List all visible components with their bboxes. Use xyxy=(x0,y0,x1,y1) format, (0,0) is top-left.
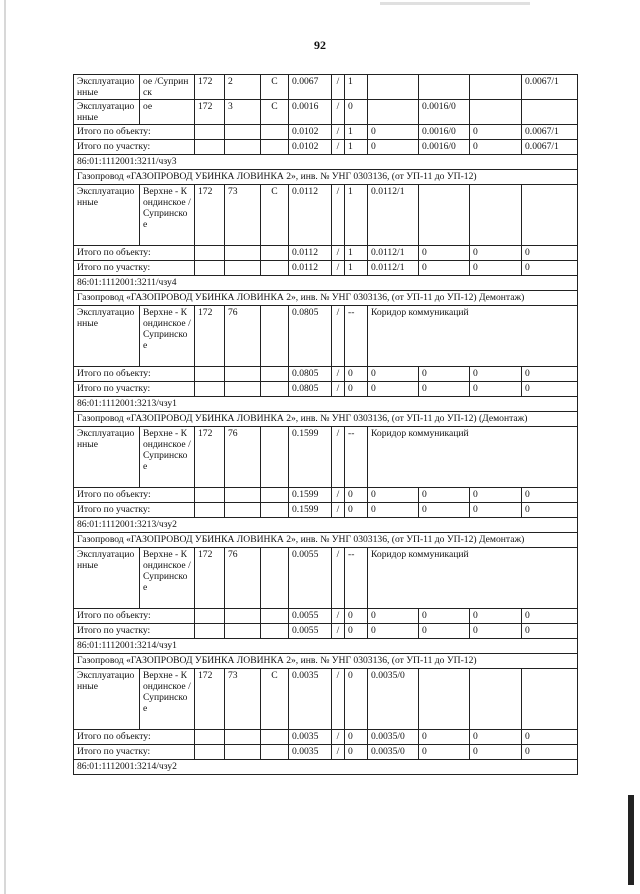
separator-cell: / xyxy=(332,488,345,503)
value-cell-4: 0 xyxy=(522,730,578,745)
area-cell: 0.0035 xyxy=(289,730,332,745)
separator-cell: / xyxy=(332,427,345,488)
value-cell-1 xyxy=(368,100,419,125)
total-row xyxy=(74,745,578,760)
parcel-number-row-cell: 86:01:1112001:3213/чзу2 xyxy=(74,518,578,533)
empty-cell xyxy=(225,246,261,261)
count-cell: -- xyxy=(345,427,368,488)
value-cell-2: 0 xyxy=(419,745,470,760)
empty-cell xyxy=(261,261,289,276)
separator-cell: / xyxy=(332,100,345,125)
total-row xyxy=(74,503,578,518)
page-number: 92 xyxy=(314,38,326,52)
separator-cell: / xyxy=(332,306,345,367)
area-cell: 0.0016 xyxy=(289,100,332,125)
value-cell-4: 0 xyxy=(522,624,578,639)
forestry-cell: Верхне - Кондинское /Супринское xyxy=(140,427,195,488)
empty-cell xyxy=(225,261,261,276)
count-cell: 1 xyxy=(345,125,368,140)
quarter-cell: 172 xyxy=(195,306,225,367)
area-cell: 0.1599 xyxy=(289,488,332,503)
area-cell: 0.0805 xyxy=(289,382,332,397)
value-cell-3 xyxy=(470,75,522,100)
area-cell: 0.0035 xyxy=(289,745,332,760)
land-category-cell: Эксплуатационные xyxy=(74,185,140,246)
separator-cell: / xyxy=(332,261,345,276)
separator-cell: / xyxy=(332,669,345,730)
pipeline-title-row xyxy=(74,170,578,185)
area-cell: 0.1599 xyxy=(289,427,332,488)
empty-cell xyxy=(195,140,225,155)
pipeline-title-row xyxy=(74,412,578,427)
total-label-cell: Итого по объекту: xyxy=(74,488,195,503)
count-cell: 0 xyxy=(345,367,368,382)
value-cell-2: 0 xyxy=(419,367,470,382)
plot-number-cell: 76 xyxy=(225,548,261,609)
value-cell-1: 0 xyxy=(368,125,419,140)
data-row xyxy=(74,669,578,730)
value-cell-1: 0 xyxy=(368,503,419,518)
value-cell-1 xyxy=(368,75,419,100)
empty-cell xyxy=(225,503,261,518)
count-cell: 0 xyxy=(345,609,368,624)
area-cell: 0.0055 xyxy=(289,624,332,639)
empty-cell xyxy=(261,745,289,760)
empty-cell xyxy=(225,745,261,760)
parcel-number-row-cell: 86:01:1112001:3214/чзу1 xyxy=(74,639,578,654)
value-cell-4: 0 xyxy=(522,367,578,382)
value-cell-1: 0 xyxy=(368,382,419,397)
total-label-cell: Итого по объекту: xyxy=(74,609,195,624)
empty-cell xyxy=(195,261,225,276)
empty-cell xyxy=(261,730,289,745)
separator-cell: / xyxy=(332,125,345,140)
pipeline-title-row-cell: Газопровод «ГАЗОПРОВОД УБИНКА ЛОВИНКА 2», инв. № УНГ 0303136, (от УП-11 до УП-12) (Демонтаж) xyxy=(74,412,578,427)
total-row xyxy=(74,367,578,382)
category-code-cell xyxy=(261,427,289,488)
scan-edge-line xyxy=(4,0,6,894)
value-cell-3 xyxy=(470,100,522,125)
land-category-cell: Эксплуатационные xyxy=(74,669,140,730)
value-cell-4: 0.0067/1 xyxy=(522,75,578,100)
empty-cell xyxy=(261,125,289,140)
value-cell-2 xyxy=(419,669,470,730)
pipeline-title-row-cell: Газопровод «ГАЗОПРОВОД УБИНКА ЛОВИНКА 2», инв. № УНГ 0303136, (от УП-11 до УП-12) Демонтаж) xyxy=(74,291,578,306)
count-cell: 1 xyxy=(345,261,368,276)
scan-edge-mark xyxy=(628,795,634,885)
count-cell: 1 xyxy=(345,246,368,261)
plot-number-cell: 73 xyxy=(225,669,261,730)
empty-cell xyxy=(261,367,289,382)
value-cell-3: 0 xyxy=(470,382,522,397)
plot-number-cell: 2 xyxy=(225,75,261,100)
area-cell: 0.1599 xyxy=(289,503,332,518)
plot-number-cell: 3 xyxy=(225,100,261,125)
pipeline-title-row xyxy=(74,291,578,306)
value-cell-2: 0 xyxy=(419,730,470,745)
separator-cell: / xyxy=(332,75,345,100)
empty-cell xyxy=(225,488,261,503)
forestry-cell: Верхне - Кондинское /Супринское xyxy=(140,185,195,246)
parcel-number-row-cell: 86:01:1112001:3211/чзу4 xyxy=(74,276,578,291)
quarter-cell: 172 xyxy=(195,185,225,246)
forestry-cell: ое /Супринск xyxy=(140,75,195,100)
separator-cell: / xyxy=(332,548,345,609)
quarter-cell: 172 xyxy=(195,548,225,609)
empty-cell xyxy=(195,488,225,503)
area-cell: 0.0102 xyxy=(289,125,332,140)
total-row xyxy=(74,382,578,397)
area-cell: 0.0067 xyxy=(289,75,332,100)
separator-cell: / xyxy=(332,140,345,155)
empty-cell xyxy=(195,745,225,760)
value-cell-4: 0 xyxy=(522,261,578,276)
pipeline-title-row xyxy=(74,533,578,548)
value-cell-1: 0 xyxy=(368,367,419,382)
empty-cell xyxy=(195,246,225,261)
empty-cell xyxy=(225,125,261,140)
empty-cell xyxy=(195,503,225,518)
value-cell-2: 0 xyxy=(419,624,470,639)
scan-smudge xyxy=(380,2,530,5)
total-row xyxy=(74,261,578,276)
value-cell-1: 0.0035/0 xyxy=(368,669,419,730)
category-code-cell xyxy=(261,306,289,367)
value-cell-1: 0 xyxy=(368,609,419,624)
value-cell-2 xyxy=(419,185,470,246)
quarter-cell: 172 xyxy=(195,100,225,125)
value-cell-2: 0 xyxy=(419,609,470,624)
value-cell-4: 0.0067/1 xyxy=(522,125,578,140)
land-category-cell: Эксплуатационные xyxy=(74,75,140,100)
value-cell-2: 0 xyxy=(419,382,470,397)
parcel-number-row-cell: 86:01:1112001:3213/чзу1 xyxy=(74,397,578,412)
separator-cell: / xyxy=(332,624,345,639)
value-cell-1: 0 xyxy=(368,488,419,503)
parcel-number-row xyxy=(74,639,578,654)
data-row xyxy=(74,75,578,100)
value-cell-3: 0 xyxy=(470,488,522,503)
separator-cell: / xyxy=(332,745,345,760)
parcel-number-row xyxy=(74,155,578,170)
total-label-cell: Итого по объекту: xyxy=(74,367,195,382)
empty-cell xyxy=(261,503,289,518)
value-cell-2: 0 xyxy=(419,503,470,518)
value-cell-2: 0.0016/0 xyxy=(419,100,470,125)
value-cell-3: 0 xyxy=(470,730,522,745)
empty-cell xyxy=(225,730,261,745)
forestry-cell: Верхне - Кондинское /Супринское xyxy=(140,669,195,730)
category-code-cell xyxy=(261,548,289,609)
separator-cell: / xyxy=(332,367,345,382)
total-label-cell: Итого по участку: xyxy=(74,140,195,155)
forestry-cell: Верхне - Кондинское /Супринское xyxy=(140,548,195,609)
land-category-cell: Эксплуатационные xyxy=(74,306,140,367)
quarter-cell: 172 xyxy=(195,75,225,100)
value-cell-4: 0 xyxy=(522,488,578,503)
parcel-number-row-cell: 86:01:1112001:3211/чзу3 xyxy=(74,155,578,170)
area-cell: 0.0112 xyxy=(289,246,332,261)
pipeline-title-row-cell: Газопровод «ГАЗОПРОВОД УБИНКА ЛОВИНКА 2», инв. № УНГ 0303136, (от УП-11 до УП-12) xyxy=(74,654,578,669)
quarter-cell: 172 xyxy=(195,669,225,730)
total-label-cell: Итого по участку: xyxy=(74,261,195,276)
total-label-cell: Итого по объекту: xyxy=(74,246,195,261)
value-cell-3: 0 xyxy=(470,261,522,276)
value-cell-1: 0 xyxy=(368,624,419,639)
total-label-cell: Итого по объекту: xyxy=(74,125,195,140)
total-row xyxy=(74,488,578,503)
note-cell: Коридор коммуникаций xyxy=(368,548,578,609)
land-category-cell: Эксплуатационные xyxy=(74,548,140,609)
area-cell: 0.0805 xyxy=(289,306,332,367)
parcel-number-row-cell: 86:01:1112001:3214/чзу2 xyxy=(74,760,578,775)
value-cell-1: 0.0112/1 xyxy=(368,185,419,246)
data-row xyxy=(74,427,578,488)
plot-number-cell: 76 xyxy=(225,306,261,367)
data-row xyxy=(74,306,578,367)
forestry-cell: Верхне - Кондинское /Супринское xyxy=(140,306,195,367)
value-cell-3: 0 xyxy=(470,246,522,261)
value-cell-3: 0 xyxy=(470,624,522,639)
value-cell-4: 0.0067/1 xyxy=(522,140,578,155)
value-cell-3 xyxy=(470,185,522,246)
parcel-number-row xyxy=(74,276,578,291)
value-cell-4 xyxy=(522,185,578,246)
count-cell: 0 xyxy=(345,100,368,125)
total-label-cell: Итого по участку: xyxy=(74,382,195,397)
empty-cell xyxy=(261,609,289,624)
empty-cell xyxy=(195,609,225,624)
empty-cell xyxy=(195,382,225,397)
total-label-cell: Итого по объекту: xyxy=(74,730,195,745)
category-code-cell: С xyxy=(261,75,289,100)
count-cell: 1 xyxy=(345,185,368,246)
land-category-cell: Эксплуатационные xyxy=(74,100,140,125)
value-cell-3: 0 xyxy=(470,745,522,760)
total-label-cell: Итого по участку: xyxy=(74,503,195,518)
empty-cell xyxy=(261,624,289,639)
category-code-cell: С xyxy=(261,669,289,730)
count-cell: 0 xyxy=(345,488,368,503)
count-cell: 1 xyxy=(345,140,368,155)
value-cell-2: 0.0016/0 xyxy=(419,140,470,155)
count-cell: -- xyxy=(345,548,368,609)
total-label-cell: Итого по участку: xyxy=(74,624,195,639)
parcel-number-row xyxy=(74,760,578,775)
value-cell-3: 0 xyxy=(470,609,522,624)
land-parcel-table xyxy=(73,74,578,775)
value-cell-1: 0 xyxy=(368,140,419,155)
empty-cell xyxy=(225,382,261,397)
total-row xyxy=(74,140,578,155)
separator-cell: / xyxy=(332,382,345,397)
count-cell: 0 xyxy=(345,503,368,518)
value-cell-1: 0.0035/0 xyxy=(368,745,419,760)
total-row xyxy=(74,125,578,140)
count-cell: 0 xyxy=(345,382,368,397)
parcel-number-row xyxy=(74,397,578,412)
value-cell-2: 0 xyxy=(419,488,470,503)
count-cell: 0 xyxy=(345,745,368,760)
value-cell-3 xyxy=(470,669,522,730)
area-cell: 0.0112 xyxy=(289,261,332,276)
value-cell-4: 0 xyxy=(522,246,578,261)
separator-cell: / xyxy=(332,730,345,745)
value-cell-3: 0 xyxy=(470,367,522,382)
empty-cell xyxy=(225,609,261,624)
value-cell-2 xyxy=(419,75,470,100)
area-cell: 0.0112 xyxy=(289,185,332,246)
empty-cell xyxy=(261,246,289,261)
separator-cell: / xyxy=(332,185,345,246)
parcel-number-row xyxy=(74,518,578,533)
empty-cell xyxy=(225,140,261,155)
empty-cell xyxy=(195,367,225,382)
forestry-cell: ое xyxy=(140,100,195,125)
area-cell: 0.0805 xyxy=(289,367,332,382)
value-cell-2: 0.0016/0 xyxy=(419,125,470,140)
value-cell-1: 0.0112/1 xyxy=(368,246,419,261)
pipeline-title-row-cell: Газопровод «ГАЗОПРОВОД УБИНКА ЛОВИНКА 2», инв. № УНГ 0303136, (от УП-11 до УП-12) xyxy=(74,170,578,185)
category-code-cell: С xyxy=(261,100,289,125)
plot-number-cell: 73 xyxy=(225,185,261,246)
value-cell-2: 0 xyxy=(419,261,470,276)
land-category-cell: Эксплуатационные xyxy=(74,427,140,488)
empty-cell xyxy=(195,730,225,745)
value-cell-1: 0.0035/0 xyxy=(368,730,419,745)
area-cell: 0.0055 xyxy=(289,548,332,609)
count-cell: 1 xyxy=(345,75,368,100)
note-cell: Коридор коммуникаций xyxy=(368,306,578,367)
data-row xyxy=(74,548,578,609)
empty-cell xyxy=(225,367,261,382)
value-cell-4 xyxy=(522,100,578,125)
pipeline-title-row-cell: Газопровод «ГАЗОПРОВОД УБИНКА ЛОВИНКА 2», инв. № УНГ 0303136, (от УП-11 до УП-12) Демонтаж) xyxy=(74,533,578,548)
area-cell: 0.0102 xyxy=(289,140,332,155)
value-cell-3: 0 xyxy=(470,503,522,518)
plot-number-cell: 76 xyxy=(225,427,261,488)
value-cell-3: 0 xyxy=(470,125,522,140)
value-cell-4: 0 xyxy=(522,609,578,624)
value-cell-4: 0 xyxy=(522,382,578,397)
area-cell: 0.0035 xyxy=(289,669,332,730)
count-cell: 0 xyxy=(345,669,368,730)
count-cell: -- xyxy=(345,306,368,367)
count-cell: 0 xyxy=(345,624,368,639)
value-cell-2: 0 xyxy=(419,246,470,261)
separator-cell: / xyxy=(332,246,345,261)
total-row xyxy=(74,730,578,745)
empty-cell xyxy=(195,624,225,639)
category-code-cell: С xyxy=(261,185,289,246)
pipeline-title-row xyxy=(74,654,578,669)
empty-cell xyxy=(225,624,261,639)
separator-cell: / xyxy=(332,503,345,518)
note-cell: Коридор коммуникаций xyxy=(368,427,578,488)
total-label-cell: Итого по участку: xyxy=(74,745,195,760)
total-row xyxy=(74,246,578,261)
value-cell-4 xyxy=(522,669,578,730)
total-row xyxy=(74,609,578,624)
quarter-cell: 172 xyxy=(195,427,225,488)
value-cell-4: 0 xyxy=(522,745,578,760)
value-cell-1: 0.0112/1 xyxy=(368,261,419,276)
count-cell: 0 xyxy=(345,730,368,745)
separator-cell: / xyxy=(332,609,345,624)
empty-cell xyxy=(261,488,289,503)
total-row xyxy=(74,624,578,639)
data-row xyxy=(74,100,578,125)
empty-cell xyxy=(261,140,289,155)
value-cell-3: 0 xyxy=(470,140,522,155)
value-cell-4: 0 xyxy=(522,503,578,518)
data-row xyxy=(74,185,578,246)
area-cell: 0.0055 xyxy=(289,609,332,624)
empty-cell xyxy=(195,125,225,140)
empty-cell xyxy=(261,382,289,397)
